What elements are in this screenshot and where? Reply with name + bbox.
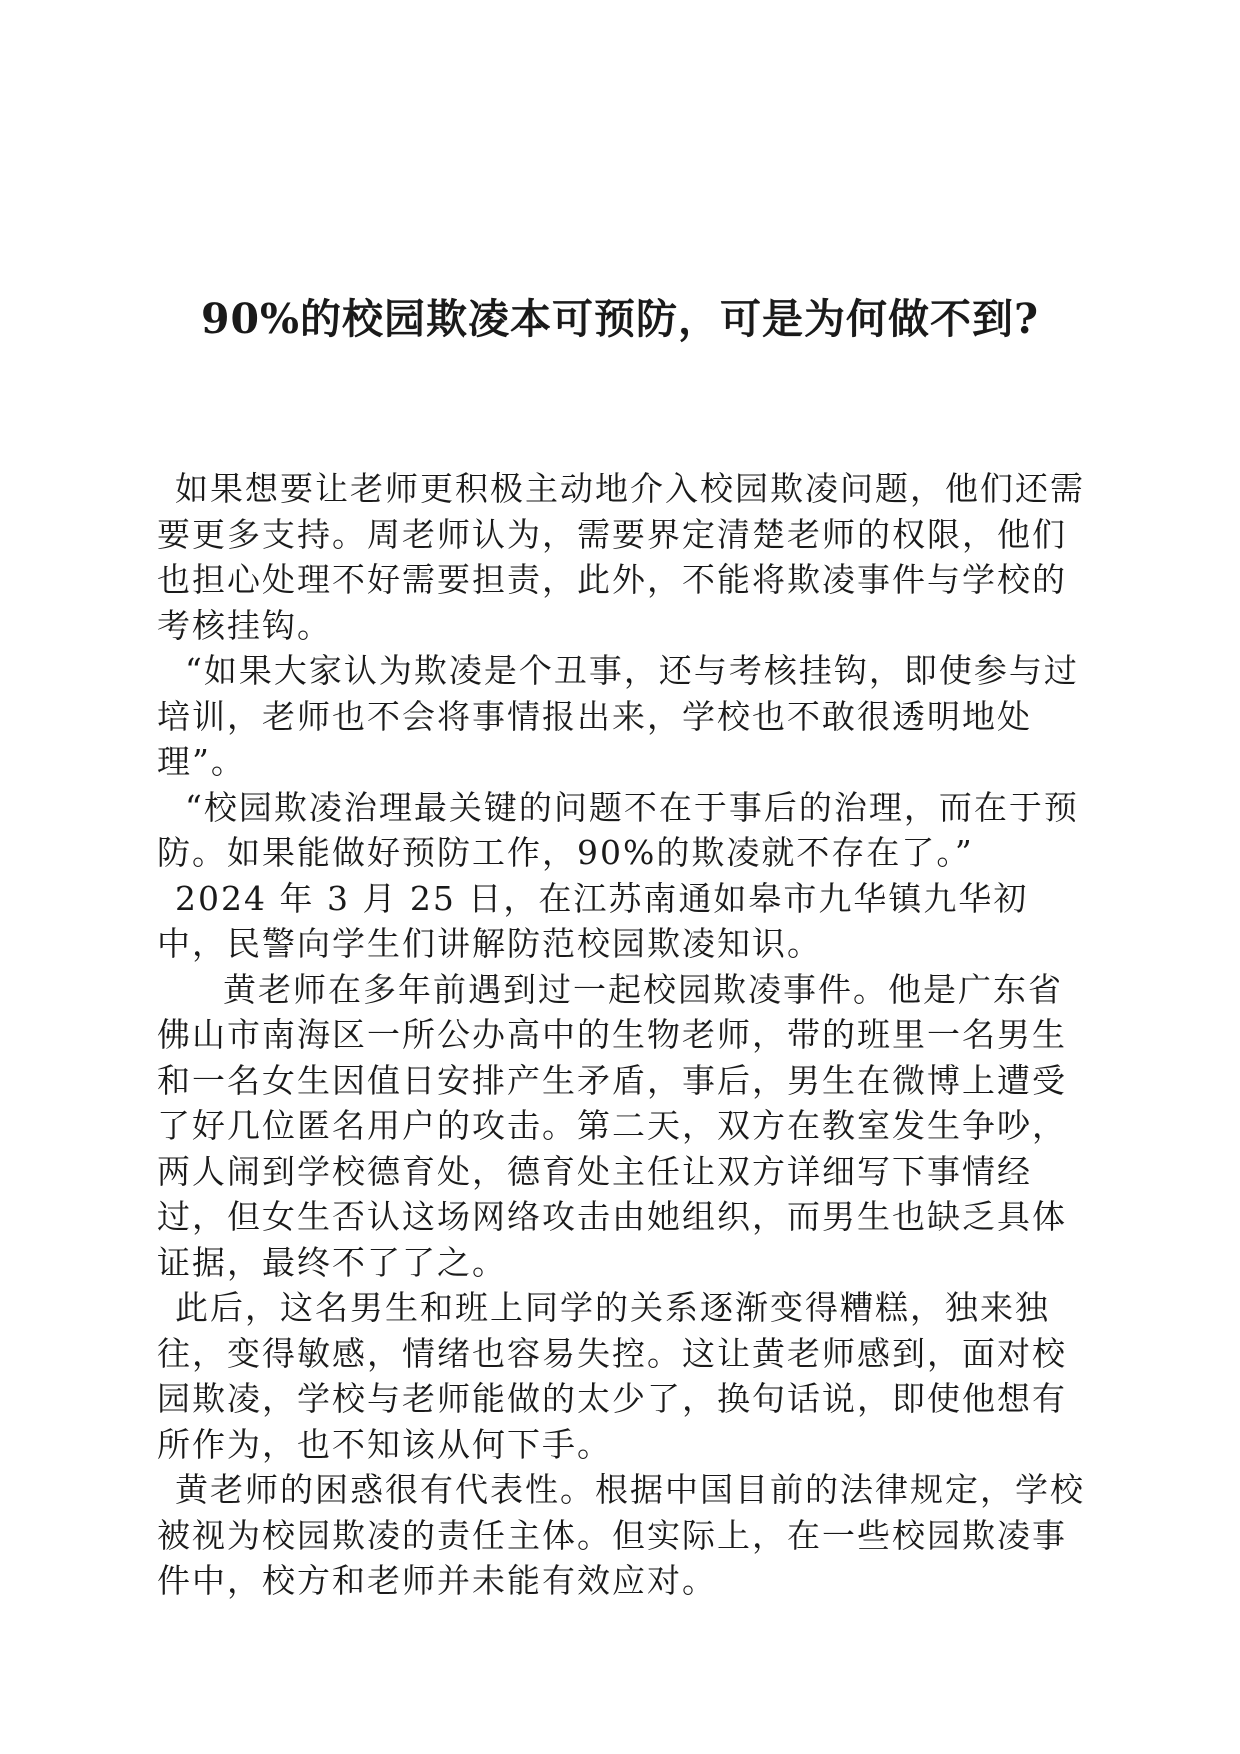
- paragraph-3: “校园欺凌治理最关键的问题不在于事后的治理，而在于预防。如果能做好预防工作，90%的欺凌就不存在了。”: [157, 787, 1079, 872]
- paragraph-7: 黄老师的困惑很有代表性。根据中国目前的法律规定，学校被视为校园欺凌的责任主体。但实际上，在一些校园欺凌事件中，校方和老师并未能有效应对。: [157, 1470, 1085, 1600]
- paragraph-1: 如果想要让老师更积极主动地介入校园欺凌问题，他们还需要更多支持。周老师认为，需要界定清楚老师的权限，他们也担心处理不好需要担责，此外，不能将欺凌事件与学校的考核挂钩。: [157, 469, 1085, 645]
- paragraph-4: 2024 年 3 月 25 日，在江苏南通如皋市九华镇九华初中，民警向学生们讲解防范校园欺凌知识。: [157, 878, 1029, 963]
- document-title: 90%的校园欺凌本可预防，可是为何做不到?: [200, 295, 1040, 344]
- paragraph-2: “如果大家认为欺凌是个丑事，还与考核挂钩，即使参与过培训，老师也不会将事情报出来，学校也不敢很透明地处理”。: [157, 651, 1079, 781]
- document-body: [157, 466, 1087, 1604]
- paragraph-5: 黄老师在多年前遇到过一起校园欺凌事件。他是广东省佛山市南海区一所公办高中的生物老师，带的班里一名男生和一名女生因值日安排产生矛盾，事后，男生在微博上遭受了好几位匿名用户的攻击。第二天，双方在教室发生争吵，两人闹到学校德育处，德育处主任让双方详细写下事情经过，但女生否认这场网络攻击由她组织，而男生也缺乏具体证据，最终不了了之。: [157, 969, 1067, 1282]
- paragraph-6: 此后，这名男生和班上同学的关系逐渐变得糟糕，独来独往，变得敏感，情绪也容易失控。这让黄老师感到，面对校园欺凌，学校与老师能做的太少了，换句话说，即使他想有所作为，也不知该从何下手。: [157, 1288, 1067, 1464]
